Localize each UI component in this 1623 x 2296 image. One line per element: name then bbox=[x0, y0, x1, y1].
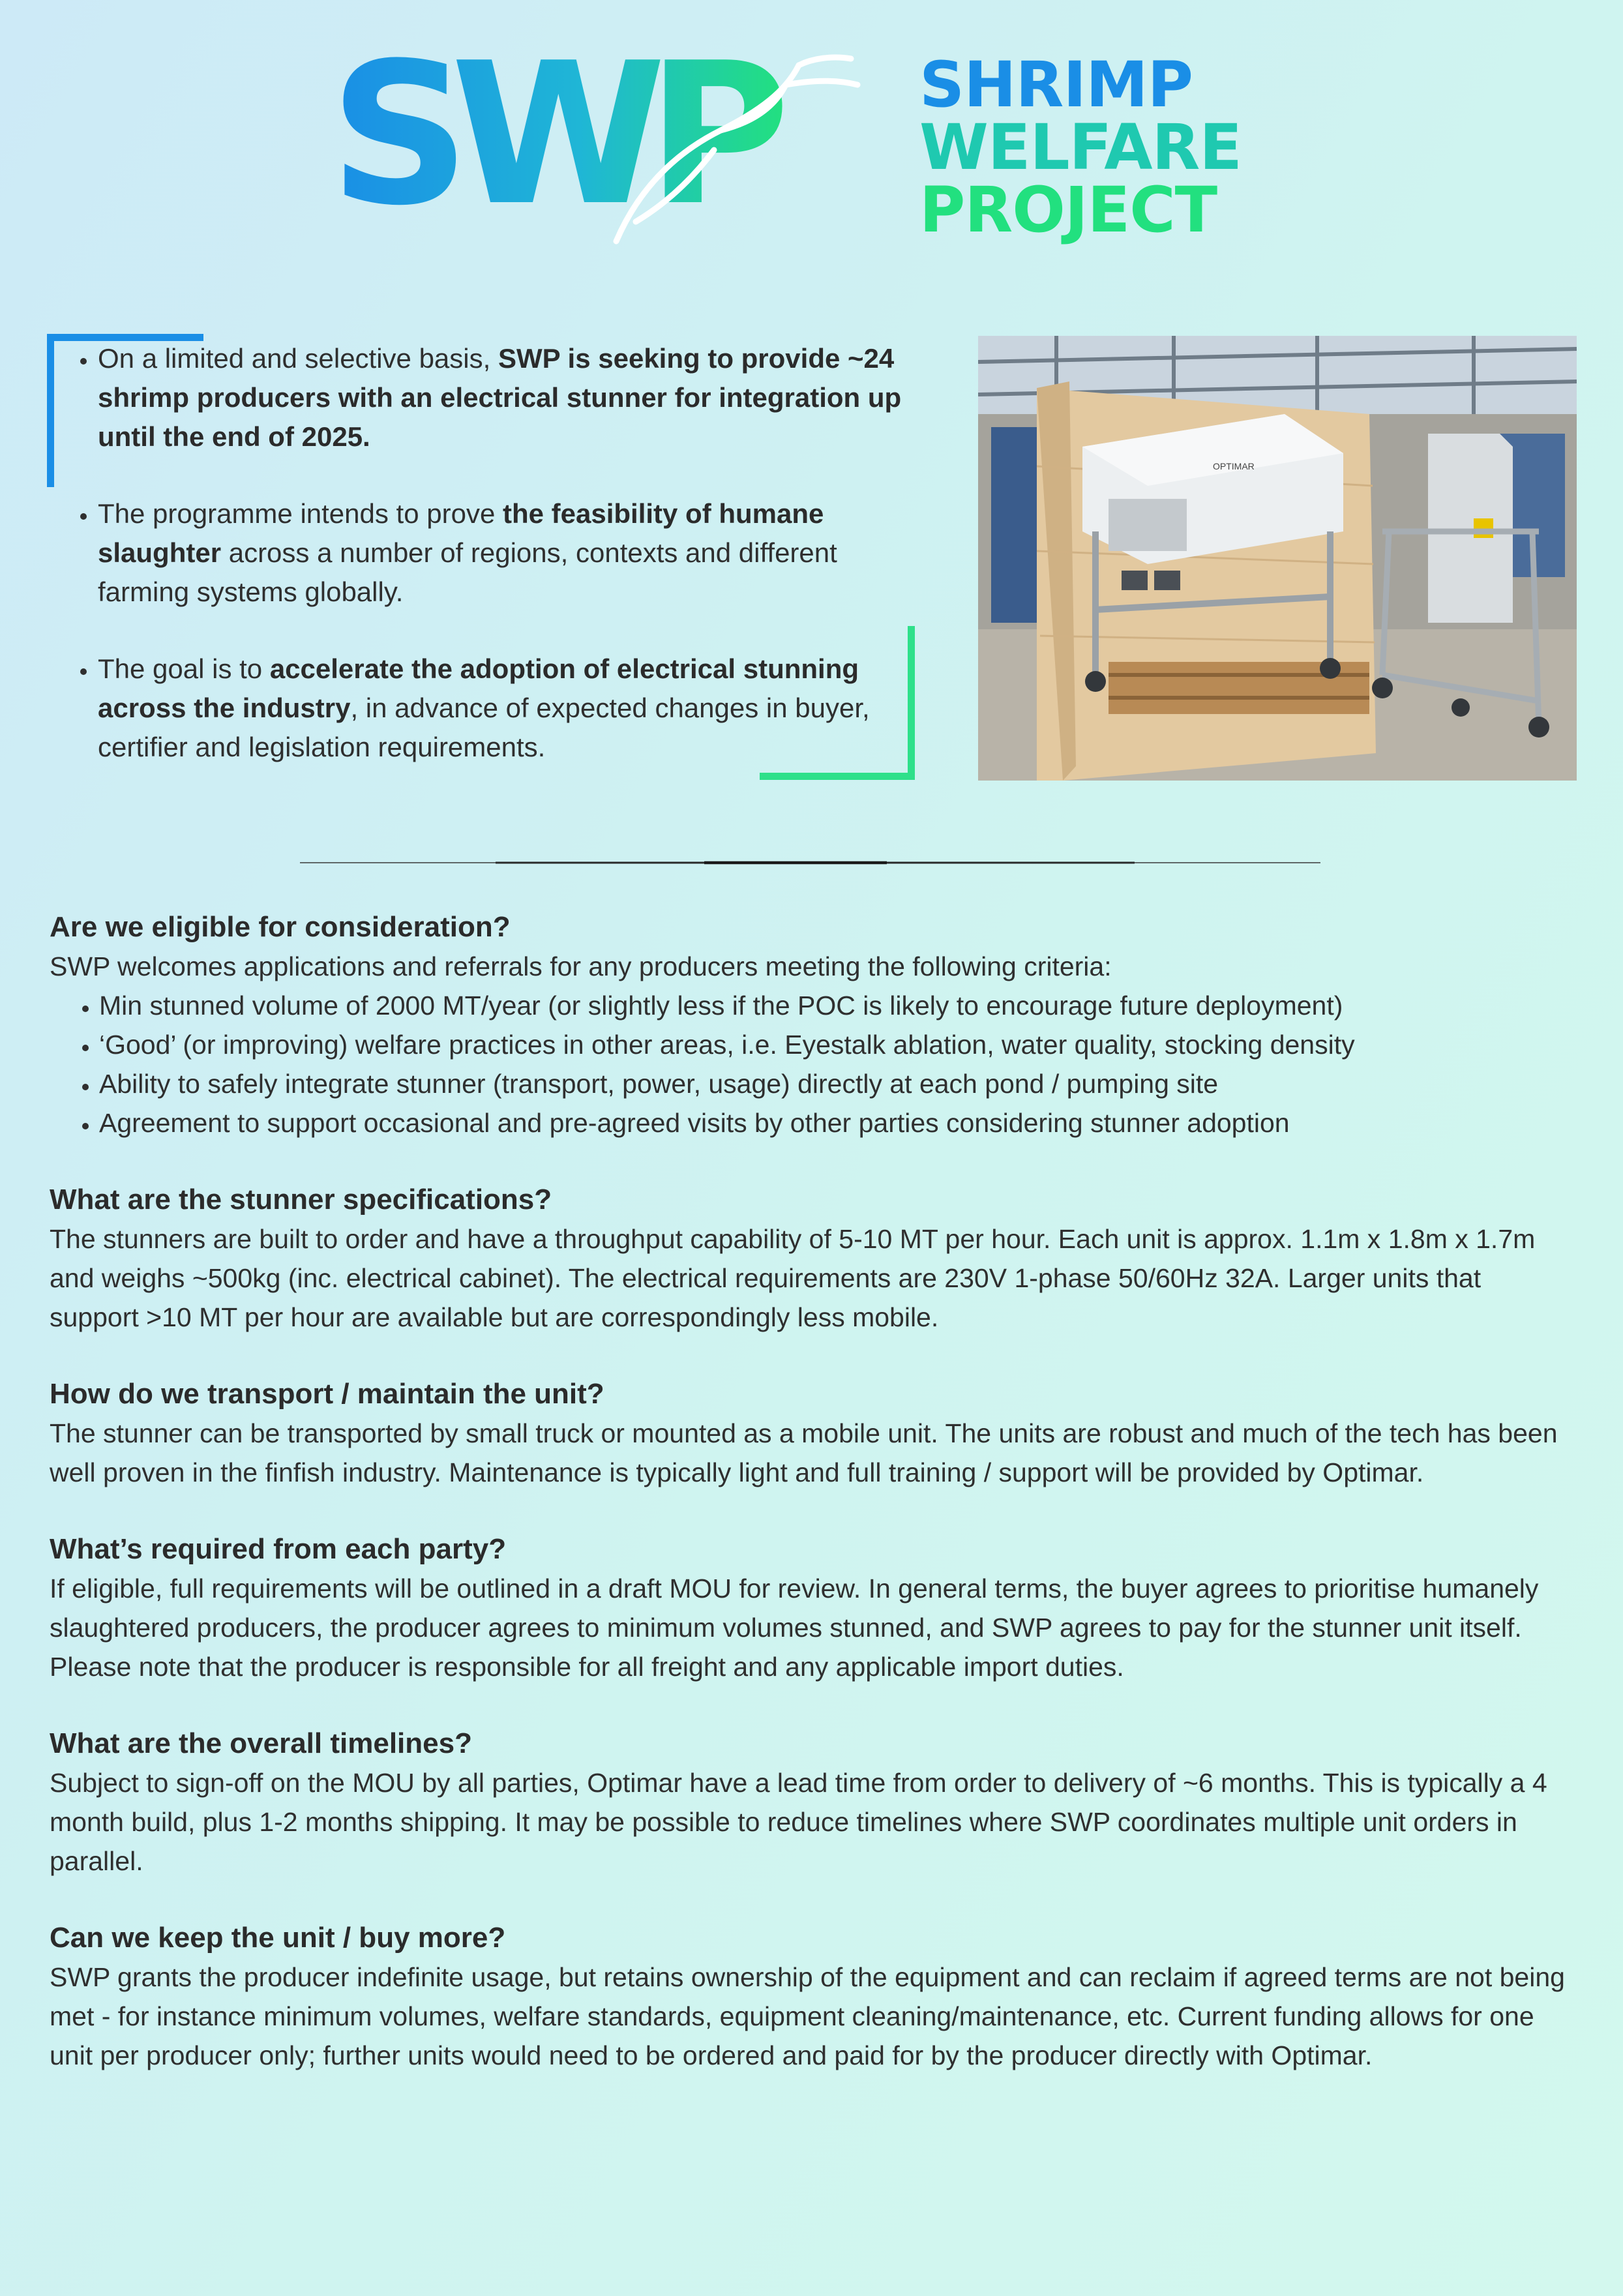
section-transport bbox=[50, 1375, 1575, 1492]
section-body: Subject to sign-off on the MOU by all parties, Optimar have a lead time from order to delivery of ~6 months. This is typically a 4 month build, plus 1-2 months shipping. It may be possible to reduce timelines where SWP coordinates multiple unit orders in parallel. bbox=[50, 1768, 1547, 1876]
stunner-photo bbox=[978, 336, 1577, 781]
intro-bullet: • The goal is to accelerate the adoption of electrical stunning across the industry, in advance of expected changes in buyer, certifier and legislation requirements. bbox=[98, 649, 926, 767]
list-item: • ‘Good’ (or improving) welfare practices in other areas, i.e. Eyestalk ablation, water quality, stocking density bbox=[99, 1025, 1575, 1064]
section-heading: Can we keep the unit / buy more? bbox=[50, 1922, 506, 1954]
section-eligibility bbox=[50, 908, 1575, 1142]
brand-name-line-3: PROJECT bbox=[919, 173, 1217, 246]
machine-label: OPTIMAR bbox=[1213, 461, 1255, 471]
section-timelines bbox=[50, 1724, 1575, 1881]
swp-logo bbox=[329, 46, 884, 261]
section-heading: What are the overall timelines? bbox=[50, 1727, 472, 1759]
section-intro: SWP welcomes applications and referrals for any producers meeting the following criteria: bbox=[50, 951, 1112, 981]
list-item: • Min stunned volume of 2000 MT/year (or slightly less if the POC is likely to encourage future deployment) bbox=[99, 986, 1575, 1025]
intro-bullet: • On a limited and selective basis, SWP is seeking to provide ~24 shrimp producers with an electrical stunner for integration up until the end of 2025. bbox=[98, 339, 926, 456]
section-body: If eligible, full requirements will be outlined in a draft MOU for review. In general terms, the buyer agrees to prioritise humanely slaughtered producers, the producer agrees to minimum volumes stunned, and SWP agrees to pay for the stunner unit itself. Please note that the producer is responsible for all freight and any applicable import duties. bbox=[50, 1573, 1539, 1682]
logo-letters: SWP bbox=[329, 46, 771, 248]
criteria-list bbox=[50, 986, 1575, 1142]
section-ownership bbox=[50, 1918, 1575, 2075]
section-specifications bbox=[50, 1180, 1575, 1337]
list-item: • Agreement to support occasional and pre-agreed visits by other parties considering stunner adoption bbox=[99, 1103, 1575, 1142]
accent-bracket-blue bbox=[47, 334, 54, 487]
section-heading: What’s required from each party? bbox=[50, 1533, 507, 1565]
section-requirements bbox=[50, 1530, 1575, 1686]
section-divider bbox=[300, 859, 1320, 866]
brand-name-line-2: WELFARE bbox=[919, 111, 1242, 184]
faq-sections bbox=[50, 908, 1575, 2113]
intro-bullets bbox=[65, 339, 926, 805]
section-heading: What are the stunner specifications? bbox=[50, 1184, 552, 1215]
intro-bullet: • The programme intends to prove the feasibility of humane slaughter across a number of regions, contexts and different farming systems globally. bbox=[98, 494, 926, 612]
brand-name-line-1: SHRIMP bbox=[919, 48, 1193, 121]
list-item: • Ability to safely integrate stunner (transport, power, usage) directly at each pond / pumping site bbox=[99, 1064, 1575, 1103]
section-body: The stunner can be transported by small truck or mounted as a mobile unit. The units are robust and much of the tech has been well proven in the finfish industry. Maintenance is typically light and full training / support will be provided by Optimar. bbox=[50, 1418, 1558, 1487]
section-heading: How do we transport / maintain the unit? bbox=[50, 1378, 604, 1410]
section-body: The stunners are built to order and have a throughput capability of 5-10 MT per hour. Each unit is approx. 1.1m x 1.8m x 1.7m and weighs ~500kg (inc. electrical cabinet). The electrical requirements are 230V 1-phase 50/60Hz 32A. Larger units that support >10 MT per hour are available but are correspondingly less mobile. bbox=[50, 1224, 1536, 1332]
section-body: SWP grants the producer indefinite usage, but retains ownership of the equipment and can reclaim if agreed terms are not being met - for instance minimum volumes, welfare standards, equipment cleaning/maintenance, etc. Current funding allows for one unit per producer only; further units would need to be ordered and paid for by the producer directly with Optimar. bbox=[50, 1962, 1565, 2070]
section-heading: Are we eligible for consideration? bbox=[50, 911, 511, 943]
